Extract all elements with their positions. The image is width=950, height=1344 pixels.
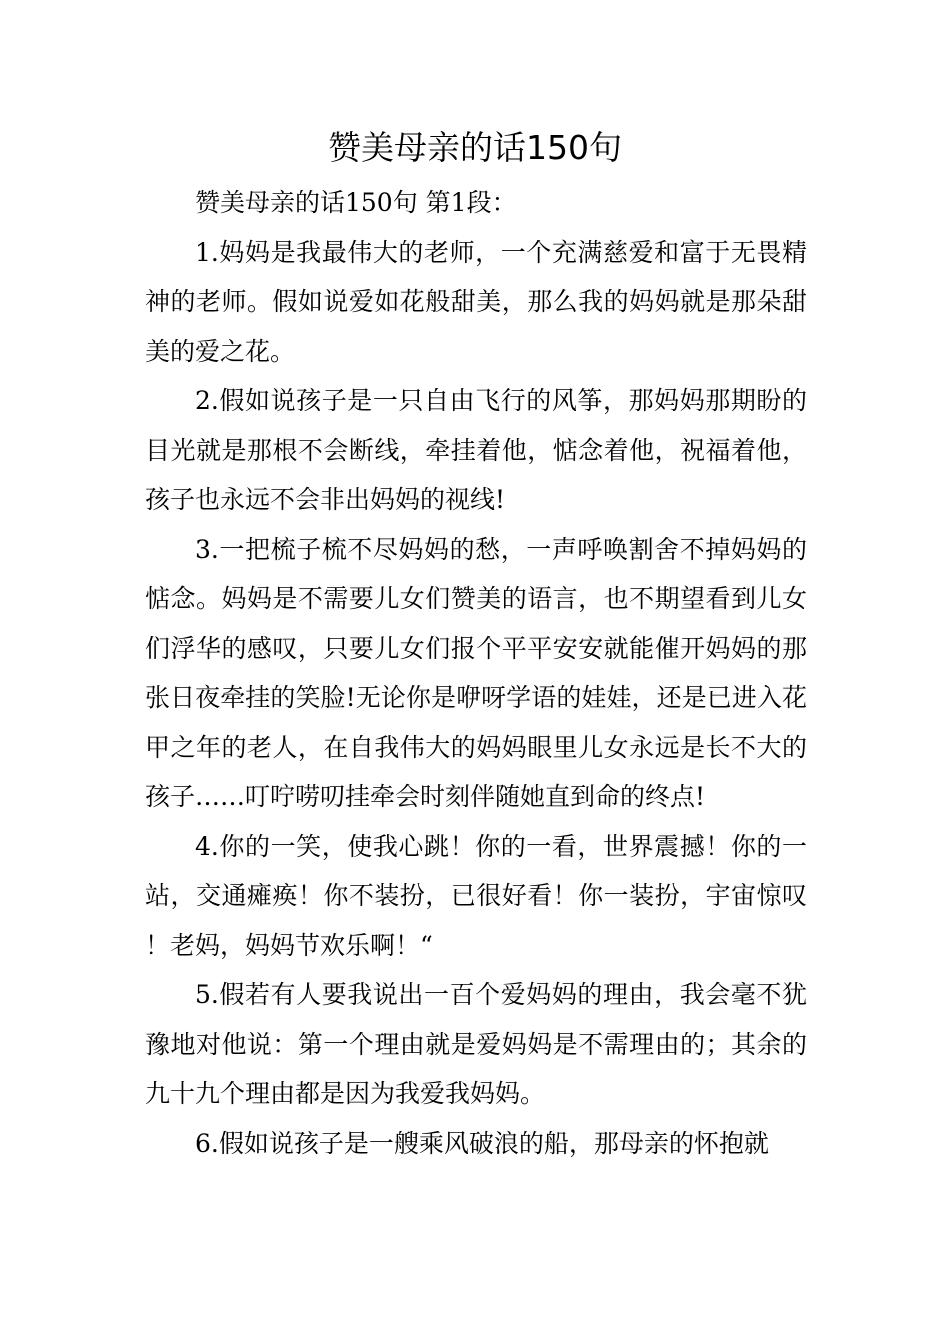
paragraph-1: 1.妈妈是我最伟大的老师，一个充满慈爱和富于无畏精神的老师。假如说爱如花般甜美，那么我的妈妈就是那朵甜美的爱之花。 (145, 237, 807, 366)
paragraph-5: 5.假若有人要我说出一百个爱妈妈的理由，我会毫不犹豫地对他说：第一个理由就是爱妈妈是不需理由的；其余的九十九个理由都是因为我爱我妈妈。 (145, 980, 807, 1108)
document-title: 赞美母亲的话150句 (328, 128, 622, 167)
document-body (145, 178, 807, 1168)
paragraph-4: 4.你的一笑，使我心跳！你的一看，世界震撼！你的一站，交通瘫痪！你不装扮，已很好看！你一装扮，宇宙惊叹！老妈，妈妈节欢乐啊！“ (145, 831, 807, 960)
section-heading: 赞美母亲的话150句 第1段： (195, 188, 517, 217)
paragraph-2: 2.假如说孩子是一只自由飞行的风筝，那妈妈那期盼的目光就是那根不会断线，牵挂着他，惦念着他，祝福着他，孩子也永远不会非出妈妈的视线! (145, 386, 807, 514)
paragraph-6: 6.假如说孩子是一艘乘风破浪的船，那母亲的怀抱就 (195, 1128, 769, 1158)
paragraph-3: 3.一把梳子梳不尽妈妈的愁，一声呼唤割舍不掉妈妈的惦念。妈妈是不需要儿女们赞美的语言，也不期望看到儿女们浮华的感叹，只要儿女们报个平平安安就能催开妈妈的那张日夜牵挂的笑脸!无论你是咿呀学语的娃娃，还是已进入花甲之年的老人，在自我伟大的妈妈眼里儿女永远是长不大的孩子……叮咛唠叨挂牵会时刻伴随她直到命的终点! (145, 534, 807, 811)
